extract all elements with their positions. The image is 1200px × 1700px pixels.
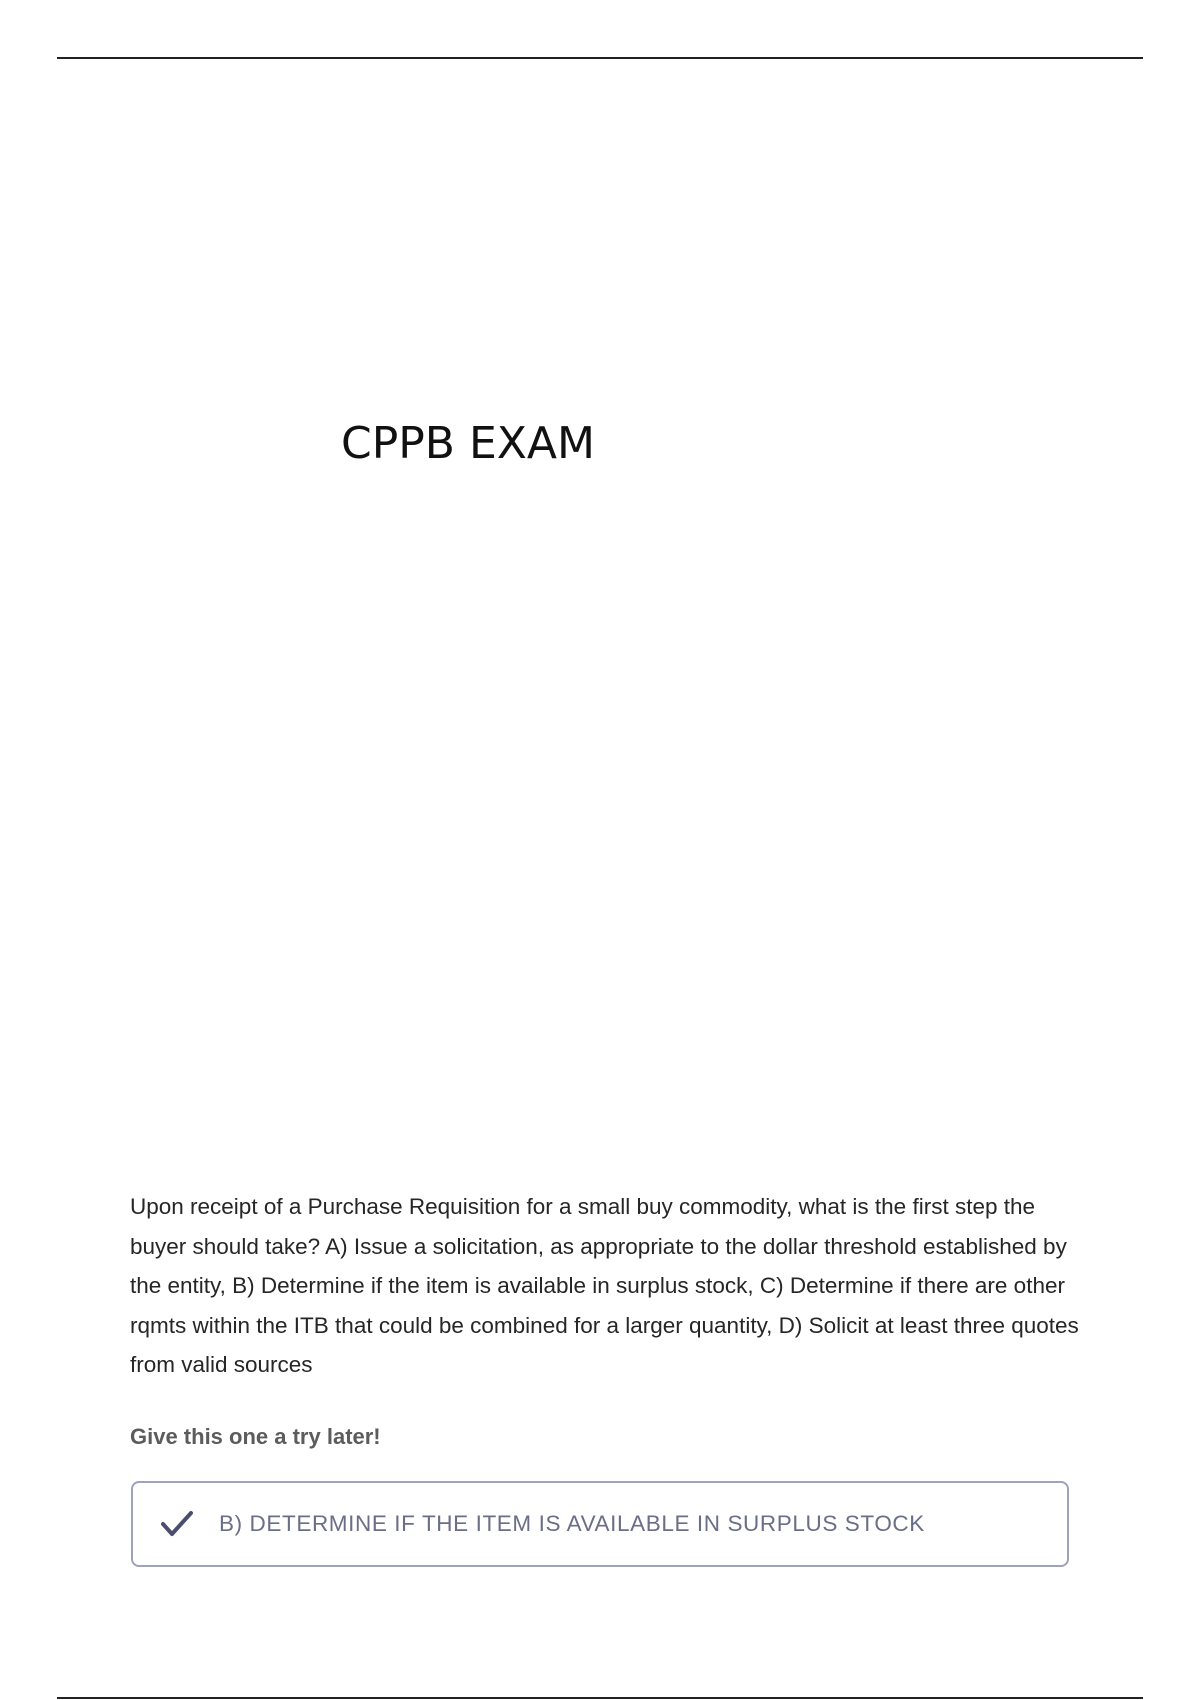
top-divider xyxy=(57,57,1143,59)
hint-text: Give this one a try later! xyxy=(130,1424,381,1449)
document-title: CPPB EXAM xyxy=(341,418,595,469)
answer-option[interactable] xyxy=(131,1481,1069,1567)
answer-label: B) DETERMINE IF THE ITEM IS AVAILABLE IN SURPLUS STOCK xyxy=(219,1511,925,1536)
check-icon xyxy=(160,1509,194,1539)
question-text: Upon receipt of a Purchase Requisition for a small buy commodity, what is the first step the buyer should take? A) Issue a solicitation, as appropriate to the dollar threshold established by the entity, B) Determine if the item is available in surplus stock, C) Determine if there are other rqmts within the ITB that could be combined for a larger quantity, D) Solicit at least three quotes from valid sources xyxy=(130,1194,1079,1377)
bottom-divider xyxy=(57,1697,1143,1699)
